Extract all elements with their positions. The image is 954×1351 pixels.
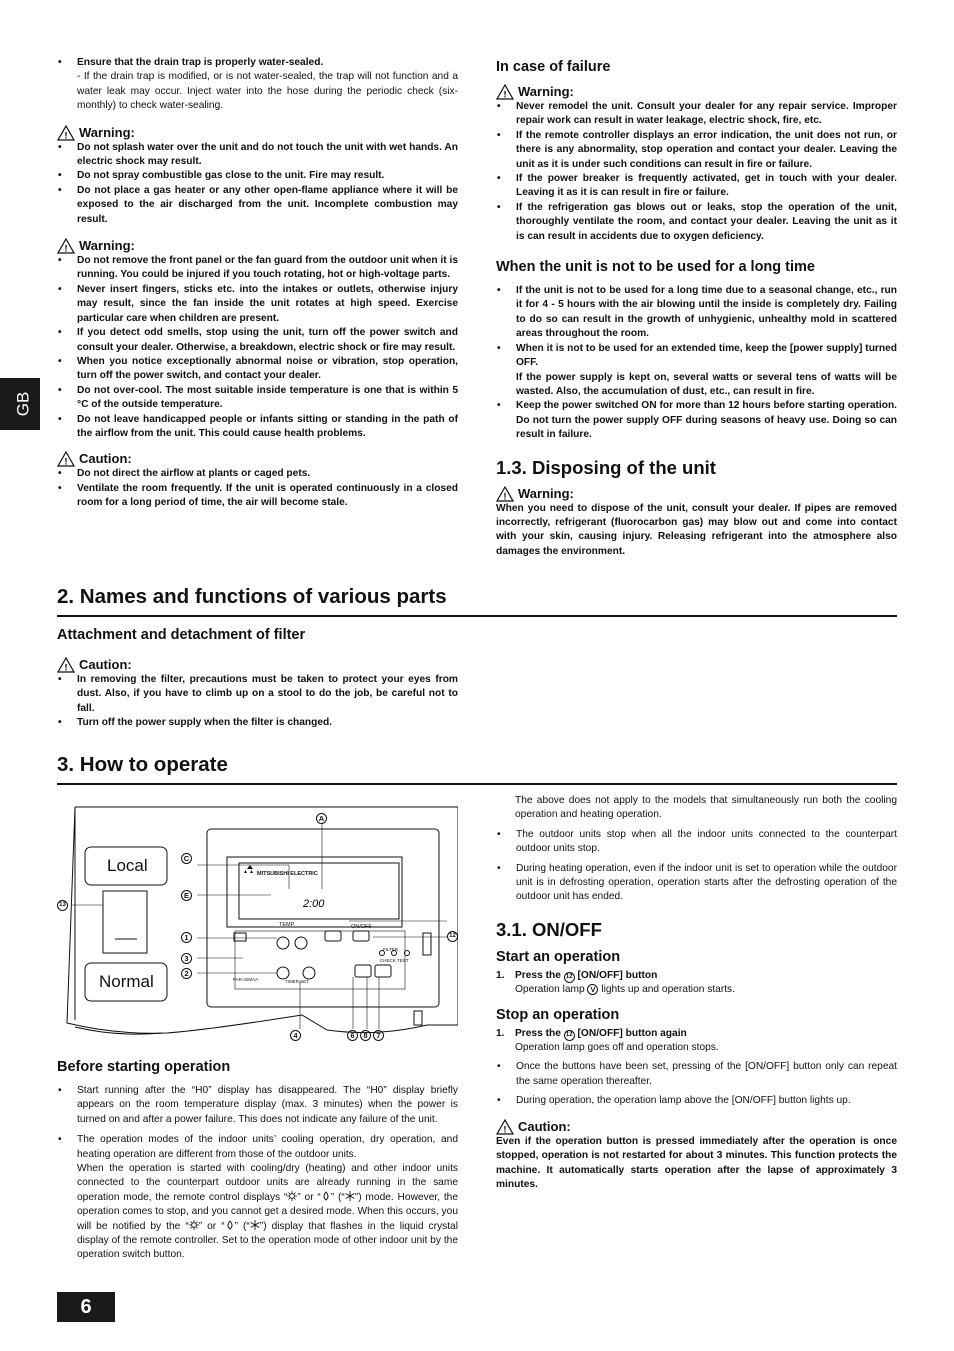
models-note: The above does not apply to the models that simultaneously run both the cooling operation and heating operation.: [515, 795, 897, 821]
warning-icon: [57, 125, 75, 141]
disposing-heading: 1.3. Disposing of the unit: [496, 456, 716, 478]
filter-label: FILTER: [383, 947, 399, 952]
cool-icon: [345, 1191, 355, 1201]
callout-e: E: [181, 890, 192, 901]
svg-text:!: !: [64, 662, 68, 673]
language-tab: [0, 378, 40, 430]
callout-13: 13: [57, 900, 68, 911]
left-top-column: [57, 56, 458, 511]
caution-heading: ! Caution:: [496, 1119, 897, 1135]
onoff-label: ON/OFF: [351, 924, 372, 930]
right-top-column: [496, 58, 897, 559]
warning1-list: [57, 141, 458, 227]
list-item: • During operation, the operation lamp above the [ON/OFF] button lights up.: [496, 1094, 897, 1108]
section3-rule: [57, 783, 897, 785]
restart-caution-text: Even if the operation button is pressed immediately after the operation is once stopped, operation is not restarted for about 3 minutes. This function protects the machine. It automatically starts operation after the lapse of approximately 3 minutes.: [496, 1135, 897, 1190]
list-item: • Once the buttons have been set, pressing of the [ON/OFF] button only can repeat the same operation thereafter.: [496, 1060, 897, 1089]
caution-icon: [496, 1119, 514, 1135]
list-item: • Never remodel the unit. Consult your dealer for any repair service. Improper repair work can result in water leakage, electric shock, fire, etc.: [496, 100, 897, 129]
warning-heading: ! Warning:: [57, 125, 458, 141]
display-clock: 2:00: [303, 898, 325, 910]
svg-text:!: !: [503, 1124, 507, 1135]
section3-right-column: [496, 794, 897, 1192]
list-item: • If you detect odd smells, stop using the unit, turn off the power switch and consult your dealer. Otherwise, a breakdown, electric shock or fire may result.: [57, 326, 458, 355]
list-item: • Do not spray combustible gas close to the unit. Fire may result.: [57, 169, 458, 183]
page-number: 6: [57, 1292, 115, 1322]
warning-icon: [496, 486, 514, 502]
section2-rule: [57, 615, 897, 617]
svg-text:!: !: [503, 491, 507, 502]
test-label: TEST: [397, 958, 409, 963]
start-step: 1. Press the 12 [ON/OFF] button Operation lamp V lights up and operation starts.: [496, 969, 735, 996]
caution1-list: [57, 467, 458, 510]
list-item: • In removing the filter, precautions must be taken to protect your eyes from dust. Also, if you have to climb up on a stool to do the job, be careful not to fall.: [57, 673, 458, 716]
lamp-ref: V: [587, 984, 598, 995]
list-item: • Never insert fingers, sticks etc. into the intakes or outlets, otherwise injury may result, since the fan inside the unit rotates at high speed. Exercise particular care when children are present.: [57, 283, 458, 326]
list-item: • Do not leave handicapped people or infants sitting or standing in the path of the airflow from the unit. This could cause health problems.: [57, 413, 458, 442]
callout-c: C: [181, 853, 192, 864]
list-item-text: When it is not to be used for an extended time, keep the [power supply] turned OFF.: [516, 342, 897, 369]
list-item-text: The operation modes of the indoor units’ cooling operation, dry operation, and heating operation are different from those of the outdoor units.: [77, 1134, 458, 1160]
caution-heading: ! Caution:: [57, 657, 458, 673]
list-item: • Do not over-cool. The most suitable inside temperature is one that is within 5 °C of the outside temperature.: [57, 384, 458, 413]
list-item: • If the remote controller displays an error indication, the unit does not run, or there is any abnormality, stop operation and contact your dealer. Leaving the unit as it is under such conditions can result in fire or failure.: [496, 129, 897, 172]
onoff-heading: 3.1. ON/OFF: [496, 918, 602, 940]
warning-icon: [57, 238, 75, 254]
callout-8: 8: [360, 1030, 371, 1041]
list-item: • If the power breaker is frequently activated, get in touch with your dealer. Leaving it as it is can result in fire or failure.: [496, 172, 897, 201]
filter-heading: Attachment and detachment of filter: [57, 627, 306, 643]
svg-text:!: !: [64, 130, 68, 141]
onoff-button-ref: 12: [564, 972, 575, 983]
longtime-list: [496, 284, 897, 442]
disposing-text: When you need to dispose of the unit, consult your dealer. If pipes are removed incorrectly, refrigerant (fluorocarbon gas) may blow out and come into contact with your skin, causing injury. Releasing refrigerant into the atmosphere also damages the environment.: [496, 502, 897, 557]
list-item-extra: If the power supply is kept on, several watts or several tens of watts will be wasted. Also, the accumulation of dust, etc., can result in fire.: [516, 371, 897, 397]
callout-6: 6: [347, 1030, 358, 1041]
caution-icon: [57, 657, 75, 673]
list-item: • When you notice exceptionally abnormal noise or vibration, stop operation, turn off the power switch, and contact your dealer.: [57, 355, 458, 384]
callout-4: 4: [290, 1030, 301, 1041]
list-item: • The outdoor units stop when all the indoor units connected to the counterpart outdoor units stop.: [496, 828, 897, 857]
language-tab-label: GB: [13, 391, 33, 417]
section2-content: [57, 626, 458, 731]
outdoor-list: [496, 828, 897, 905]
drain-subitem: - If the drain trap is modified, or is not water-sealed, the trap will not function and a water leak may occur. Inject water into the hose during the periodic check (six-monthly) to check water-sealing.: [77, 71, 458, 112]
list-item: • Start running after the “H0” display has disappeared. The “H0” display briefly appears on the room temperature display (max. 3 minutes) when the power is turned on and after a power failure. This does not indicate any failure of the unit.: [57, 1084, 458, 1127]
callout-3: 3: [181, 953, 192, 964]
svg-text:!: !: [64, 243, 68, 254]
svg-text:!: !: [64, 456, 68, 467]
list-item: • During heating operation, even if the indoor unit is set to operation while the outdoor unit is in defrosting operation, operation starts after the defrosting operation of the outdoor unit has ended.: [496, 862, 897, 905]
remote-controller-figure: [57, 805, 458, 1045]
callout-7: 7: [373, 1030, 384, 1041]
list-item: • Do not direct the airflow at plants or caged pets.: [57, 467, 458, 481]
warning-heading: ! Warning:: [496, 84, 897, 100]
stop-list: [496, 1060, 897, 1108]
longtime-heading: When the unit is not to be used for a long time: [496, 259, 815, 276]
caution-icon: [57, 451, 75, 467]
brand-label: MITSUBISHI ELECTRIC: [257, 871, 318, 877]
section2-title: 2. Names and functions of various parts: [57, 585, 447, 608]
callout-2: 2: [181, 968, 192, 979]
warning2-list: [57, 254, 458, 441]
warning-heading: ! Warning:: [496, 486, 897, 502]
before-list: [57, 1084, 458, 1263]
failure-heading: In case of failure: [496, 59, 611, 75]
svg-text:!: !: [503, 89, 507, 100]
filter-caution-list: [57, 673, 458, 731]
list-item: • If the refrigeration gas blows out or leaks, stop the operation of the unit, thoroughly ventilate the room, and contact your dealer. Leaving the unit as it is can result in accidents due to oxygen deficiency.: [496, 201, 897, 244]
stop-heading: Stop an operation: [496, 1006, 620, 1023]
caution-heading: ! Caution:: [57, 451, 458, 467]
stop-step: 1. Press the 12 [ON/OFF] button again Operation lamp goes off and operation stops.: [496, 1027, 719, 1054]
list-item: • Do not splash water over the unit and do not touch the unit with wet hands. An electric shock may result.: [57, 141, 458, 170]
list-item: • Keep the power switched ON for more than 12 hours before starting operation. Do not turn the power supply OFF during seasons of heavy use. Doing so can result in failure.: [496, 399, 897, 442]
list-item: • Ventilate the room frequently. If the unit is operated continuously in a closed room for a long period of time, the air will become stale.: [57, 482, 458, 511]
callout-a: A: [316, 813, 327, 824]
drain-item: • Ensure that the drain trap is properly water-sealed.: [57, 56, 458, 70]
local-label: Local: [107, 856, 148, 875]
temp-label: TEMP.: [279, 922, 296, 928]
onoff-button-ref: 12: [564, 1030, 575, 1041]
callout-1: 1: [181, 932, 192, 943]
warning-heading: ! Warning:: [57, 238, 458, 254]
list-item: • The operation modes of the indoor units’ cooling operation, dry operation, and heating operation are different from those of the outdoor units. When the operation is started with cooling/dry (heating) and other indoor units connected to the counterpart outdoor units are already running in the same operation mode, the remote control displays “ ” or “ ” (“ ”) mode. However, the operation comes to stop, and you cannot get a desired mode. When this occurs, you will be notified by the “ ” or “ ” (“ ”) display that flashes in the liquid crystal display of the remote controller. Set to the operation mode of other indoor unit by the operation switch button.: [57, 1133, 458, 1263]
list-item: • Do not place a gas heater or any other open-flame appliance where it will be exposed to the air discharged from the unit. Incomplete combustion may result.: [57, 184, 458, 227]
warning-icon: [496, 84, 514, 100]
section3-title: 3. How to operate: [57, 753, 228, 776]
timer-label: TIMER SET: [285, 979, 310, 984]
failure-list: [496, 100, 897, 244]
remote-controller-diagram: [57, 805, 458, 1045]
dry-icon: [321, 1191, 331, 1201]
start-heading: Start an operation: [496, 948, 621, 965]
callout-12: 12: [447, 931, 458, 942]
normal-label: Normal: [99, 972, 154, 991]
model-label: PAR-20MAA: [233, 977, 259, 982]
heat-icon: [189, 1220, 199, 1230]
dry-icon: [225, 1220, 235, 1230]
list-item: • Do not remove the front panel or the fan guard from the outdoor unit when it is running. You could be injured if you touch rotating, hot or high-voltage parts.: [57, 254, 458, 283]
list-item: • If the unit is not to be used for a long time due to a seasonal change, etc., run it for 4 - 5 hours with the air blowing until the inside is completely dry. Failing to do so can result in the growth of unhygienic, unhealthy mold in scattered areas throughout the room.: [496, 284, 897, 342]
before-heading: Before starting operation: [57, 1059, 231, 1075]
check-label: CHECK: [380, 958, 396, 963]
heat-icon: [287, 1191, 297, 1201]
list-item: [496, 342, 897, 400]
before-section: [57, 1058, 458, 1263]
list-item: • Turn off the power supply when the filter is changed.: [57, 716, 458, 730]
cool-icon: [250, 1220, 260, 1230]
